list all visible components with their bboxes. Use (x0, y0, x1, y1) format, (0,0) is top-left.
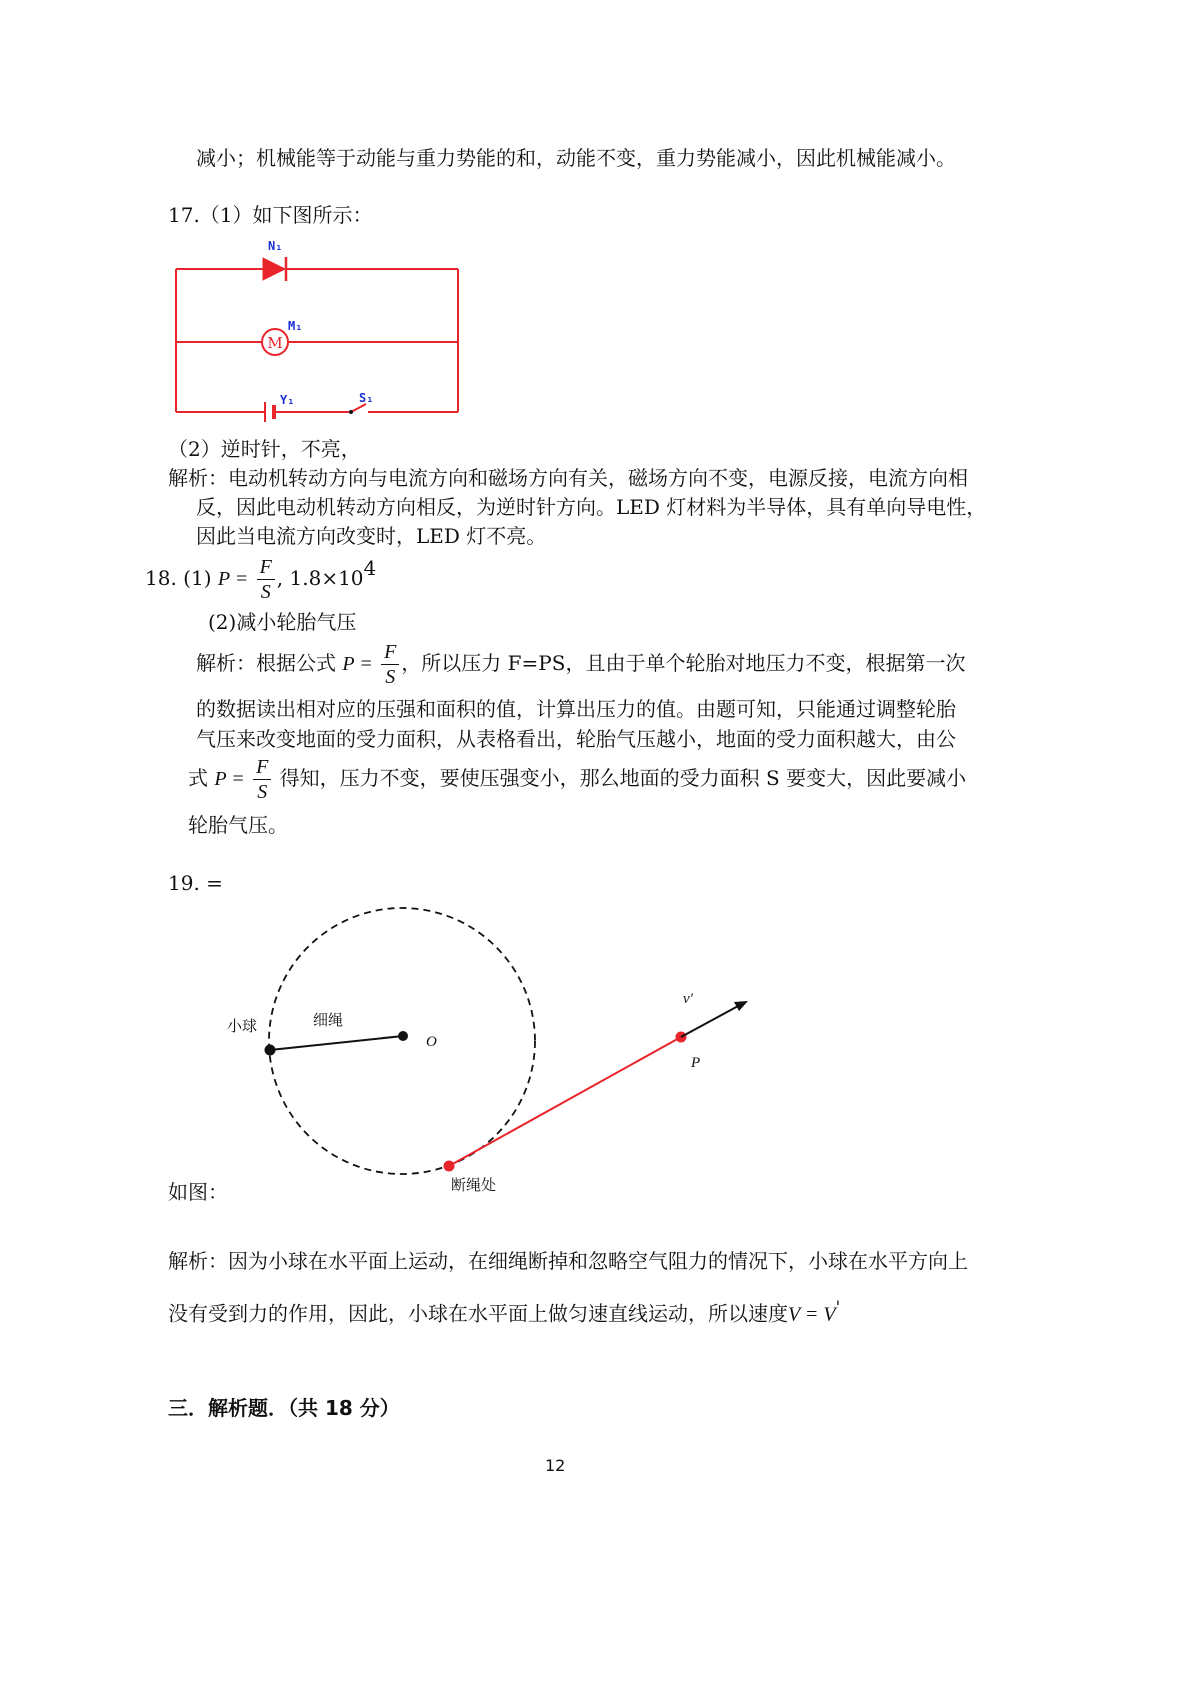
q19-figure-caption: 如图： (168, 1180, 228, 1204)
q18-part2: (2)减小轮胎气压 (208, 610, 357, 634)
frac-den: S (257, 781, 268, 803)
velocity-equation: V = V (788, 1303, 836, 1326)
velocity-prime: ' (835, 1298, 841, 1317)
motor-label: M₁ (288, 319, 303, 333)
circuit-diagram (168, 232, 468, 432)
frac-num: F (253, 755, 271, 780)
circuit-wires (176, 269, 458, 412)
q19-analysis-line-2 (168, 1296, 840, 1327)
formula-lhs: P = (217, 568, 249, 590)
frac-den: S (260, 581, 271, 603)
q17-part2: （2）逆时针，不亮， (168, 437, 361, 461)
q19-analysis-2-pre: 没有受到力的作用，因此，小球在水平面上做匀速直线运动，所以速度 (168, 1301, 788, 1326)
diode-icon (263, 257, 286, 281)
velocity-arrow-shaft (681, 1005, 740, 1037)
q19-header: 19. = (168, 871, 223, 895)
q18-prefix: 18. (1) (145, 566, 212, 590)
page-number: 12 (545, 1456, 566, 1475)
frac-num: F (257, 555, 275, 580)
formula-fraction (381, 640, 399, 689)
motor-icon (262, 329, 288, 355)
q18-analysis-line-2: 的数据读出相对应的压强和面积的值，计算出压力的值。由题可知，只能通过调整轮胎 (196, 697, 956, 721)
q19-analysis-line-1: 解析：因为小球在水平面上运动，在细绳断掉和忽略空气阻力的情况下，小球在水平方向上 (168, 1249, 968, 1273)
break-point-label: 断绳处 (451, 1176, 497, 1194)
ball-label: 小球 (227, 1017, 258, 1035)
formula-lhs: P = (342, 653, 373, 675)
switch-icon (349, 404, 366, 414)
q17-header: 17.（1）如下图所示： (168, 203, 373, 227)
rope-line (270, 1036, 403, 1050)
q18-analysis-4-pre: 式 (188, 766, 208, 790)
point-p-label: P (691, 1055, 701, 1071)
q18-analysis-4-post: 得知，压力不变，要使压强变小，那么地面的受力面积 S 要变大，因此要减小 (279, 766, 967, 790)
velocity-label: v' (683, 991, 693, 1007)
q18-analysis-line-1 (196, 640, 965, 689)
section-3-heading: 三．解析题．（共 18 分） (168, 1396, 400, 1420)
q18-line-1 (145, 555, 376, 604)
q18-analysis-line-3: 气压来改变地面的受力面积，从表格看出，轮胎气压越小，地面的受力面积越大，由公 (196, 727, 956, 751)
break-point-dot (444, 1161, 455, 1172)
diode-label: N₁ (268, 239, 283, 253)
formula-fraction (253, 755, 271, 804)
frac-num: F (381, 640, 399, 665)
ball-dot (265, 1045, 276, 1056)
q18-analysis-1-post: ，所以压力 F=PS，且由于单个轮胎对地压力不变，根据第一次 (401, 651, 966, 675)
center-dot (398, 1031, 408, 1041)
top-line: 减小；机械能等于动能与重力势能的和，动能不变，重力势能减小，因此机械能减小。 (196, 146, 956, 170)
formula-fraction (257, 555, 275, 604)
battery-label: Y₁ (280, 393, 295, 407)
q18-analysis-line-4 (188, 755, 966, 804)
q18-analysis-1-pre: 解析：根据公式 (196, 651, 336, 675)
rope-label: 细绳 (313, 1011, 344, 1029)
q17-analysis-line-3: 因此当电流方向改变时，LED 灯不亮。 (196, 524, 547, 548)
trajectory-line (449, 1037, 681, 1166)
q18-analysis-line-5: 轮胎气压。 (188, 813, 288, 837)
q17-analysis-line-2: 反，因此电动机转动方向相反，为逆时针方向。LED 灯材料为半导体，具有单向导电性， (196, 495, 987, 519)
q17-analysis-line-1: 解析：电动机转动方向与电流方向和磁场方向有关，磁场方向不变，电源反接，电流方向相 (168, 466, 968, 490)
q18-value: , 1.8×10 (276, 566, 364, 590)
frac-den: S (385, 666, 396, 688)
formula-lhs: P = (214, 768, 245, 790)
center-label: O (426, 1034, 437, 1050)
q18-value-exponent: 4 (363, 556, 377, 580)
circular-path (269, 908, 535, 1174)
motor-symbol: M (267, 334, 283, 352)
battery-icon (265, 402, 274, 422)
motion-diagram (220, 895, 780, 1205)
switch-label: S₁ (359, 391, 374, 405)
